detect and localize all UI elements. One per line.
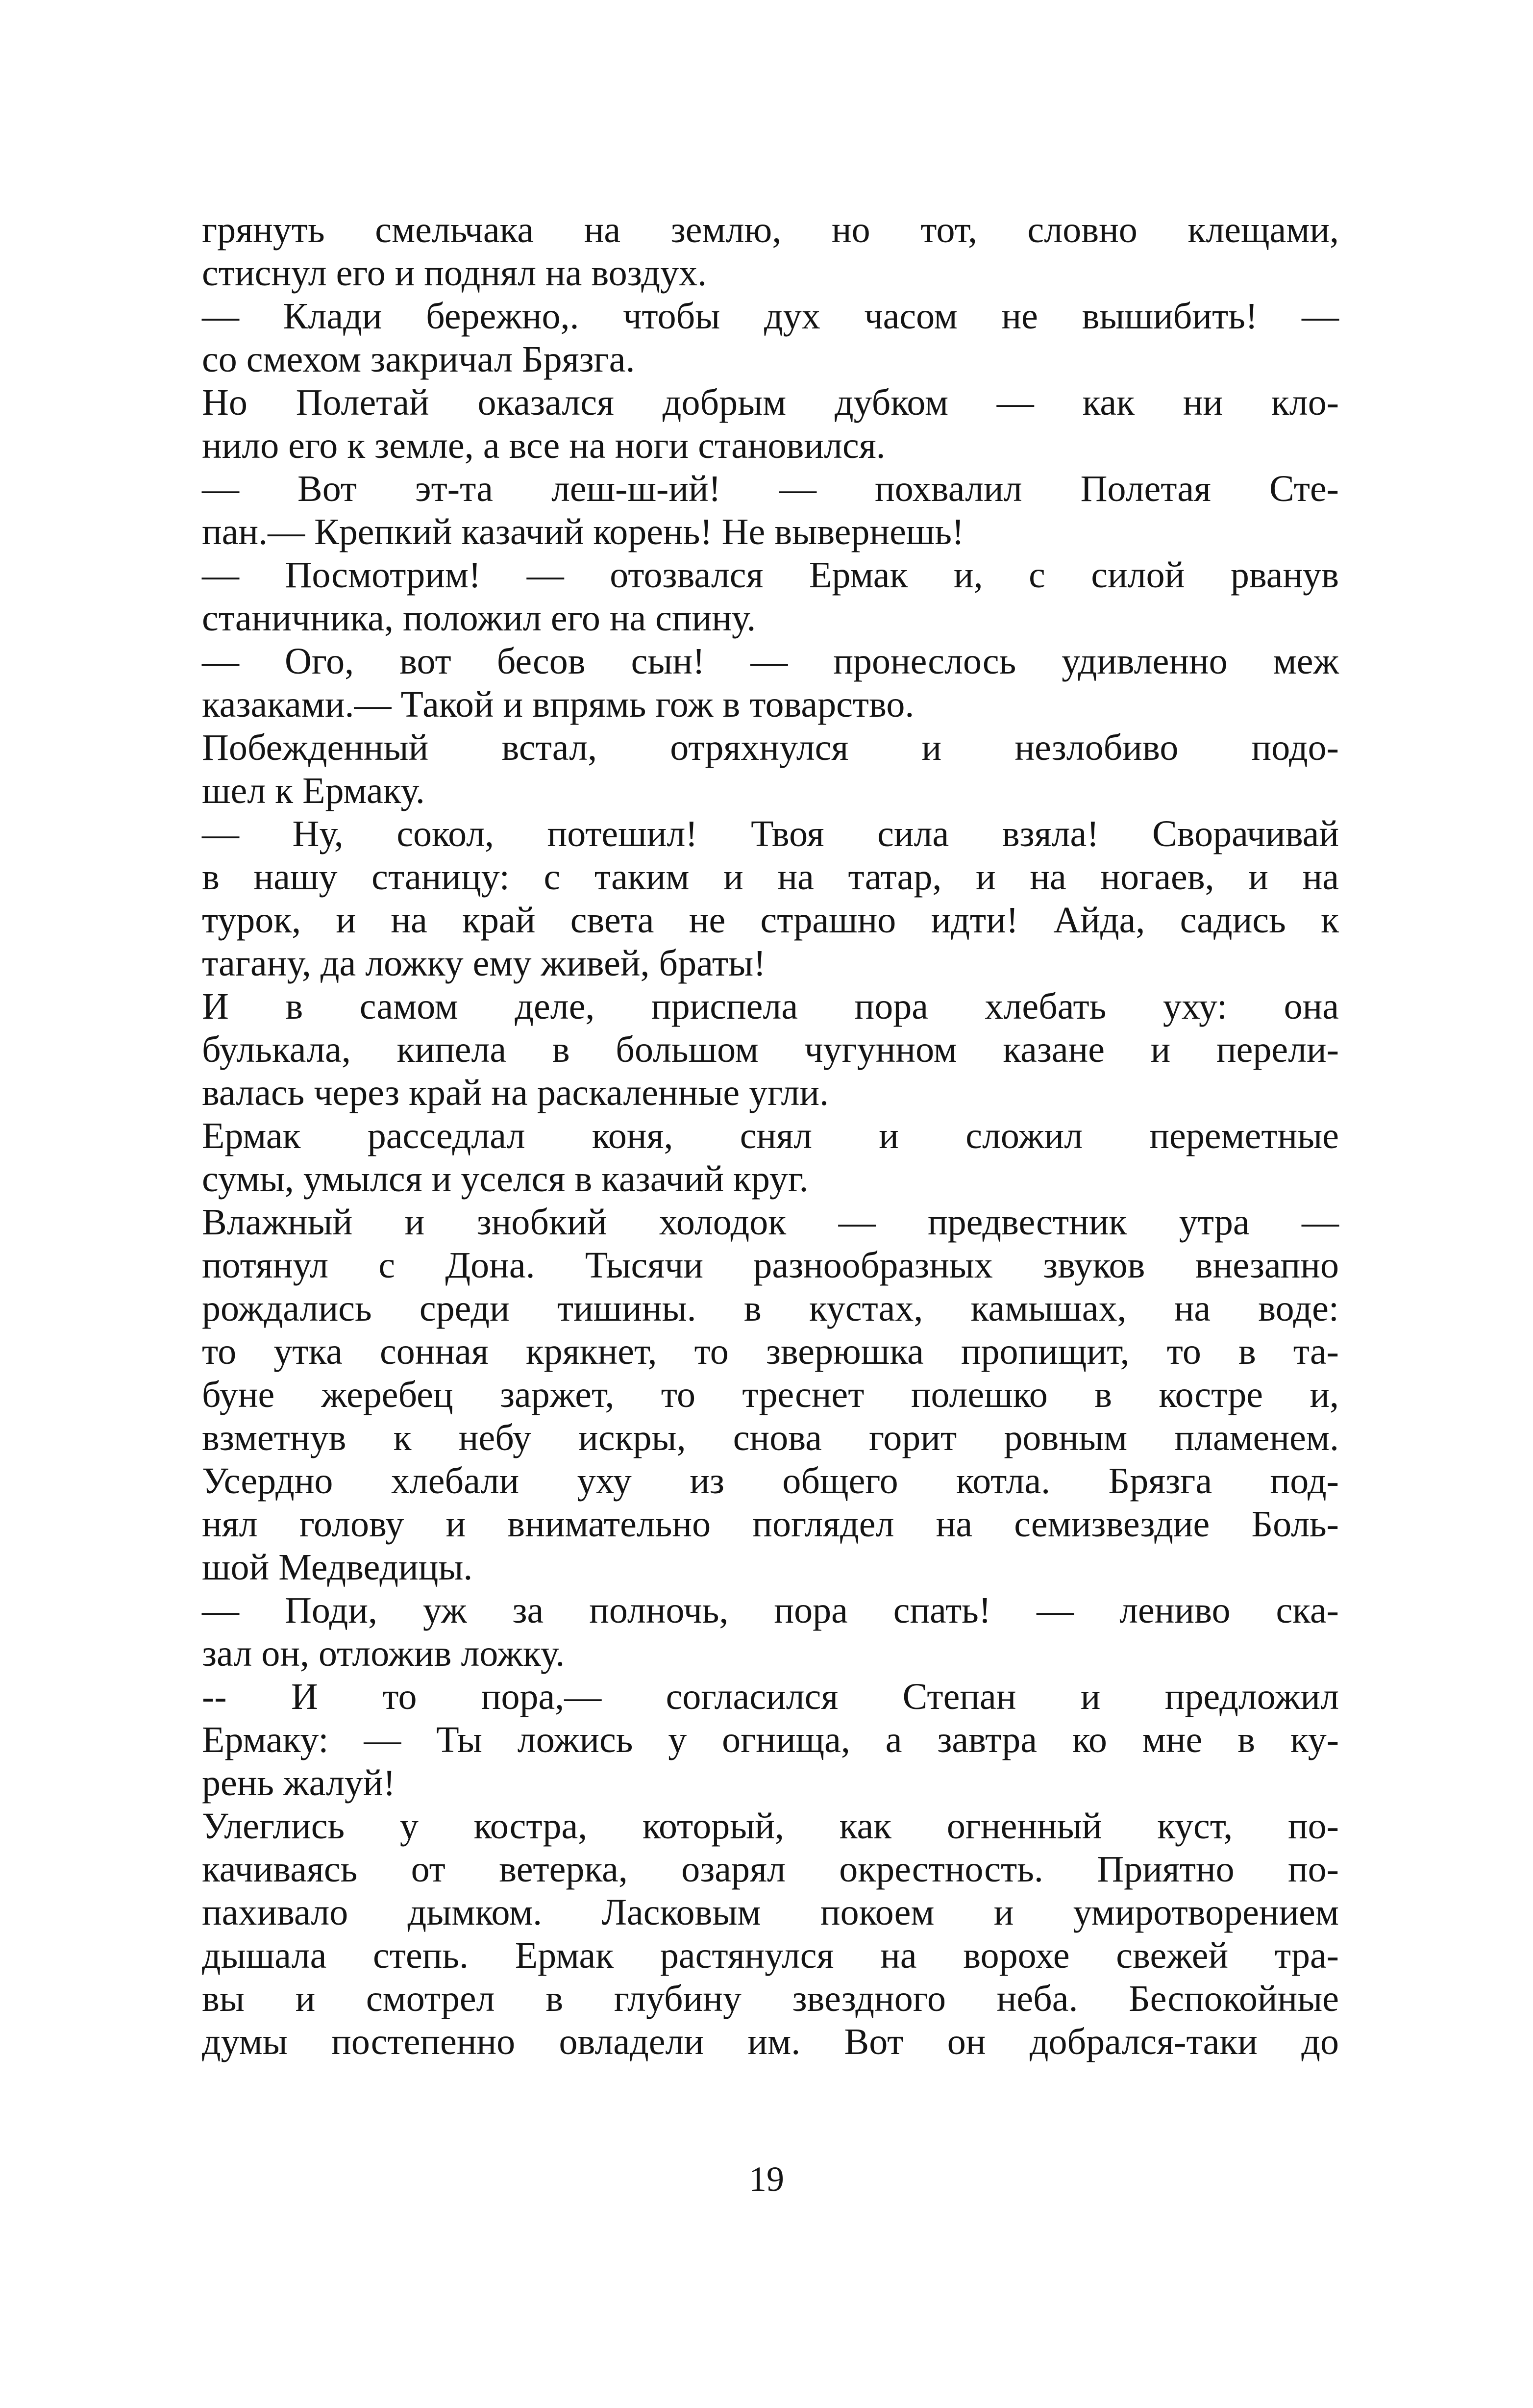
text-line: Улеглись у костра, который, как огненный куст, по- xyxy=(202,1806,1339,1847)
text-line: в нашу станицу: с таким и на татар, и на ногаев, и на xyxy=(202,856,1339,898)
text-line: — Ну, сокол, потешил! Твоя сила взяла! Сворачивай xyxy=(202,813,1339,854)
text-line: -- И то пора,— согласился Степан и предложил xyxy=(202,1676,1339,1717)
text-line: буне жеребец заржет, то треснет полешко в костре и, xyxy=(202,1374,1339,1415)
text-line: рень жалуй! xyxy=(202,1762,396,1804)
text-line: качиваясь от ветерка, озарял окрестность. Приятно по- xyxy=(202,1849,1339,1890)
text-line: рождались среди тишины. в кустах, камышах, на воде: xyxy=(202,1288,1339,1329)
text-line: — Вот эт-та леш-ш-ий! — похвалил Полетая Сте- xyxy=(202,468,1339,509)
text-line: то утка сонная крякнет, то зверюшка пропищит, то в та- xyxy=(202,1331,1339,1372)
text-line: — Посмотрим! — отозвался Ермак и, с силой рванув xyxy=(202,554,1339,596)
text-line: — Ого, вот бесов сын! — пронеслось удивленно меж xyxy=(202,641,1339,682)
text-line: валась через край на раскаленные угли. xyxy=(202,1072,829,1113)
text-line: взметнув к небу искры, снова горит ровным пламенем. xyxy=(202,1417,1339,1458)
text-line: со смехом закричал Брязга. xyxy=(202,339,635,380)
text-line: шел к Ермаку. xyxy=(202,770,425,811)
text-line: Ермаку: — Ты ложись у огнища, а завтра ко мне в ку- xyxy=(202,1719,1339,1760)
text-line: — Поди, уж за полночь, пора спать! — лениво ска- xyxy=(202,1590,1339,1631)
text-line: потянул с Дона. Тысячи разнообразных звуков внезапно xyxy=(202,1245,1339,1286)
text-line: И в самом деле, приспела пора хлебать уху: она xyxy=(202,986,1339,1027)
page-number: 19 xyxy=(749,2159,784,2199)
text-line: станичника, положил его на спину. xyxy=(202,598,756,639)
text-line: нило его к земле, а все на ноги становился. xyxy=(202,425,886,466)
text-line: нял голову и внимательно поглядел на семизвездие Боль- xyxy=(202,1504,1339,1545)
text-line: вы и смотрел в глубину звездного неба. Беспокойные xyxy=(202,1978,1339,2019)
text-line: турок, и на край света не страшно идти! Айда, садись к xyxy=(202,900,1339,941)
text-line: Усердно хлебали уху из общего котла. Брязга под- xyxy=(202,1460,1339,1502)
text-line: грянуть смельчака на землю, но тот, словно клещами, xyxy=(202,209,1339,251)
text-line: Ермак расседлал коня, снял и сложил переметные xyxy=(202,1115,1339,1156)
text-line: думы постепенно овладели им. Вот он добрался-таки до xyxy=(202,2021,1339,2062)
body-text xyxy=(202,208,1339,2063)
text-line: булькала, кипела в большом чугунном казане и перели- xyxy=(202,1029,1339,1070)
text-line: тагану, да ложку ему живей, браты! xyxy=(202,943,766,984)
text-line: шой Медведицы. xyxy=(202,1547,473,1588)
text-line: Побежденный встал, отряхнулся и незлобиво подо- xyxy=(202,727,1339,768)
text-line: Но Полетай оказался добрым дубком — как ни кло- xyxy=(202,382,1339,423)
text-line: Влажный и знобкий холодок — предвестник утра — xyxy=(202,1202,1339,1243)
text-line: дышала степь. Ермак растянулся на ворохе свежей тра- xyxy=(202,1935,1339,1976)
text-line: пахивало дымком. Ласковым покоем и умиротворением xyxy=(202,1892,1339,1933)
text-line: казаками.— Такой и впрямь гож в товарство. xyxy=(202,684,915,725)
text-line: зал он, отложив ложку. xyxy=(202,1633,565,1674)
text-line: — Клади бережно,. чтобы дух часом не вышибить! — xyxy=(202,296,1339,337)
text-line: сумы, умылся и уселся в казачий круг. xyxy=(202,1158,809,1200)
text-line: пан.— Крепкий казачий корень! Не вывернешь! xyxy=(202,511,964,552)
text-line: стиснул его и поднял на воздух. xyxy=(202,252,707,294)
